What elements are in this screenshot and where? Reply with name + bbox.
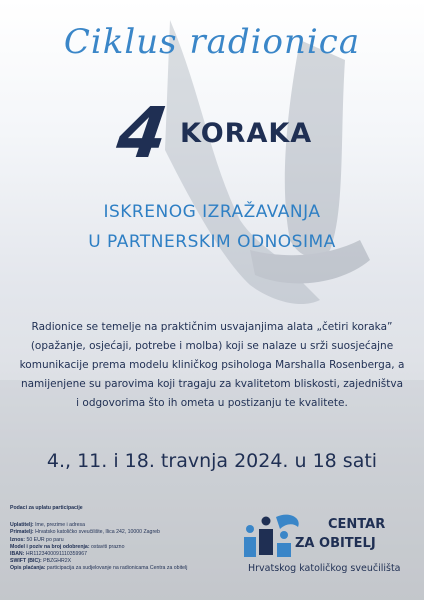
payment-row — [10, 537, 210, 544]
payment-label: IBAN: — [10, 551, 25, 558]
payment-heading: Podaci za uplatu participacije — [10, 505, 83, 511]
centar-za-obitelj-logo — [240, 513, 420, 593]
payment-label: Uplatitelj: — [10, 522, 34, 529]
payment-row — [10, 551, 210, 558]
payment-value: HR1123400091110359967 — [25, 551, 88, 558]
payment-details — [10, 505, 210, 573]
series-title: Ciklus radionica — [63, 22, 361, 62]
payment-value: Ime, prezime i adresa — [35, 522, 85, 529]
payment-value: participacija za sudjelovanje na radionicama Centra za obitelj — [46, 565, 188, 572]
payment-row — [10, 565, 210, 572]
payment-value: Hrvatsko katoličko sveučilište, Ilica 242, 10000 Zagreb — [35, 529, 160, 536]
payment-row — [10, 544, 210, 551]
payment-value: 50 EUR po paru — [26, 536, 64, 543]
payment-row — [10, 522, 210, 529]
payment-label: Iznos: — [10, 536, 25, 543]
workshop-description: Radionice se temelje na praktičnim usvajanjima alata „četiri koraka” (opažanje, osjećaji, potrebe i molba) koji se nalaze u srži suosjećajne komunikacije prema modelu kliničkog psihologa Marshalla Rosenberga, a namijenjene su parovima koji tragaju za kvalitetom bliskosti, zajedništva i odgovorima što ih ometa u postizanju te kvalitete. — [19, 321, 405, 409]
payment-label: SWIFT (BIC): — [10, 558, 42, 565]
logo-text-centar: CENTAR — [328, 517, 386, 532]
payment-row — [10, 529, 210, 536]
payment-label: Opis plaćanja: — [10, 565, 46, 572]
logo-text-za-obitelj: ZA OBITELJ — [295, 536, 376, 551]
logo-text-university: Hrvatskog katoličkog sveučilišta — [248, 563, 401, 574]
steps-word: KORAKA — [180, 118, 313, 149]
payment-label: Primatelj: — [10, 529, 34, 536]
payment-row — [10, 558, 210, 565]
subtitle-line-2: U PARTNERSKIM ODNOSIMA — [88, 232, 336, 252]
workshop-dates: 4., 11. i 18. travnja 2024. u 18 sati — [46, 450, 378, 472]
steps-number: 4 — [112, 92, 173, 174]
payment-value: ostaviti prazno — [91, 543, 125, 550]
payment-label: Model i poziv na broj odobrenja: — [10, 543, 90, 550]
payment-value: PBZGHR2X — [43, 558, 72, 565]
subtitle-line-1: ISKRENOG IZRAŽAVANJA — [103, 202, 321, 222]
